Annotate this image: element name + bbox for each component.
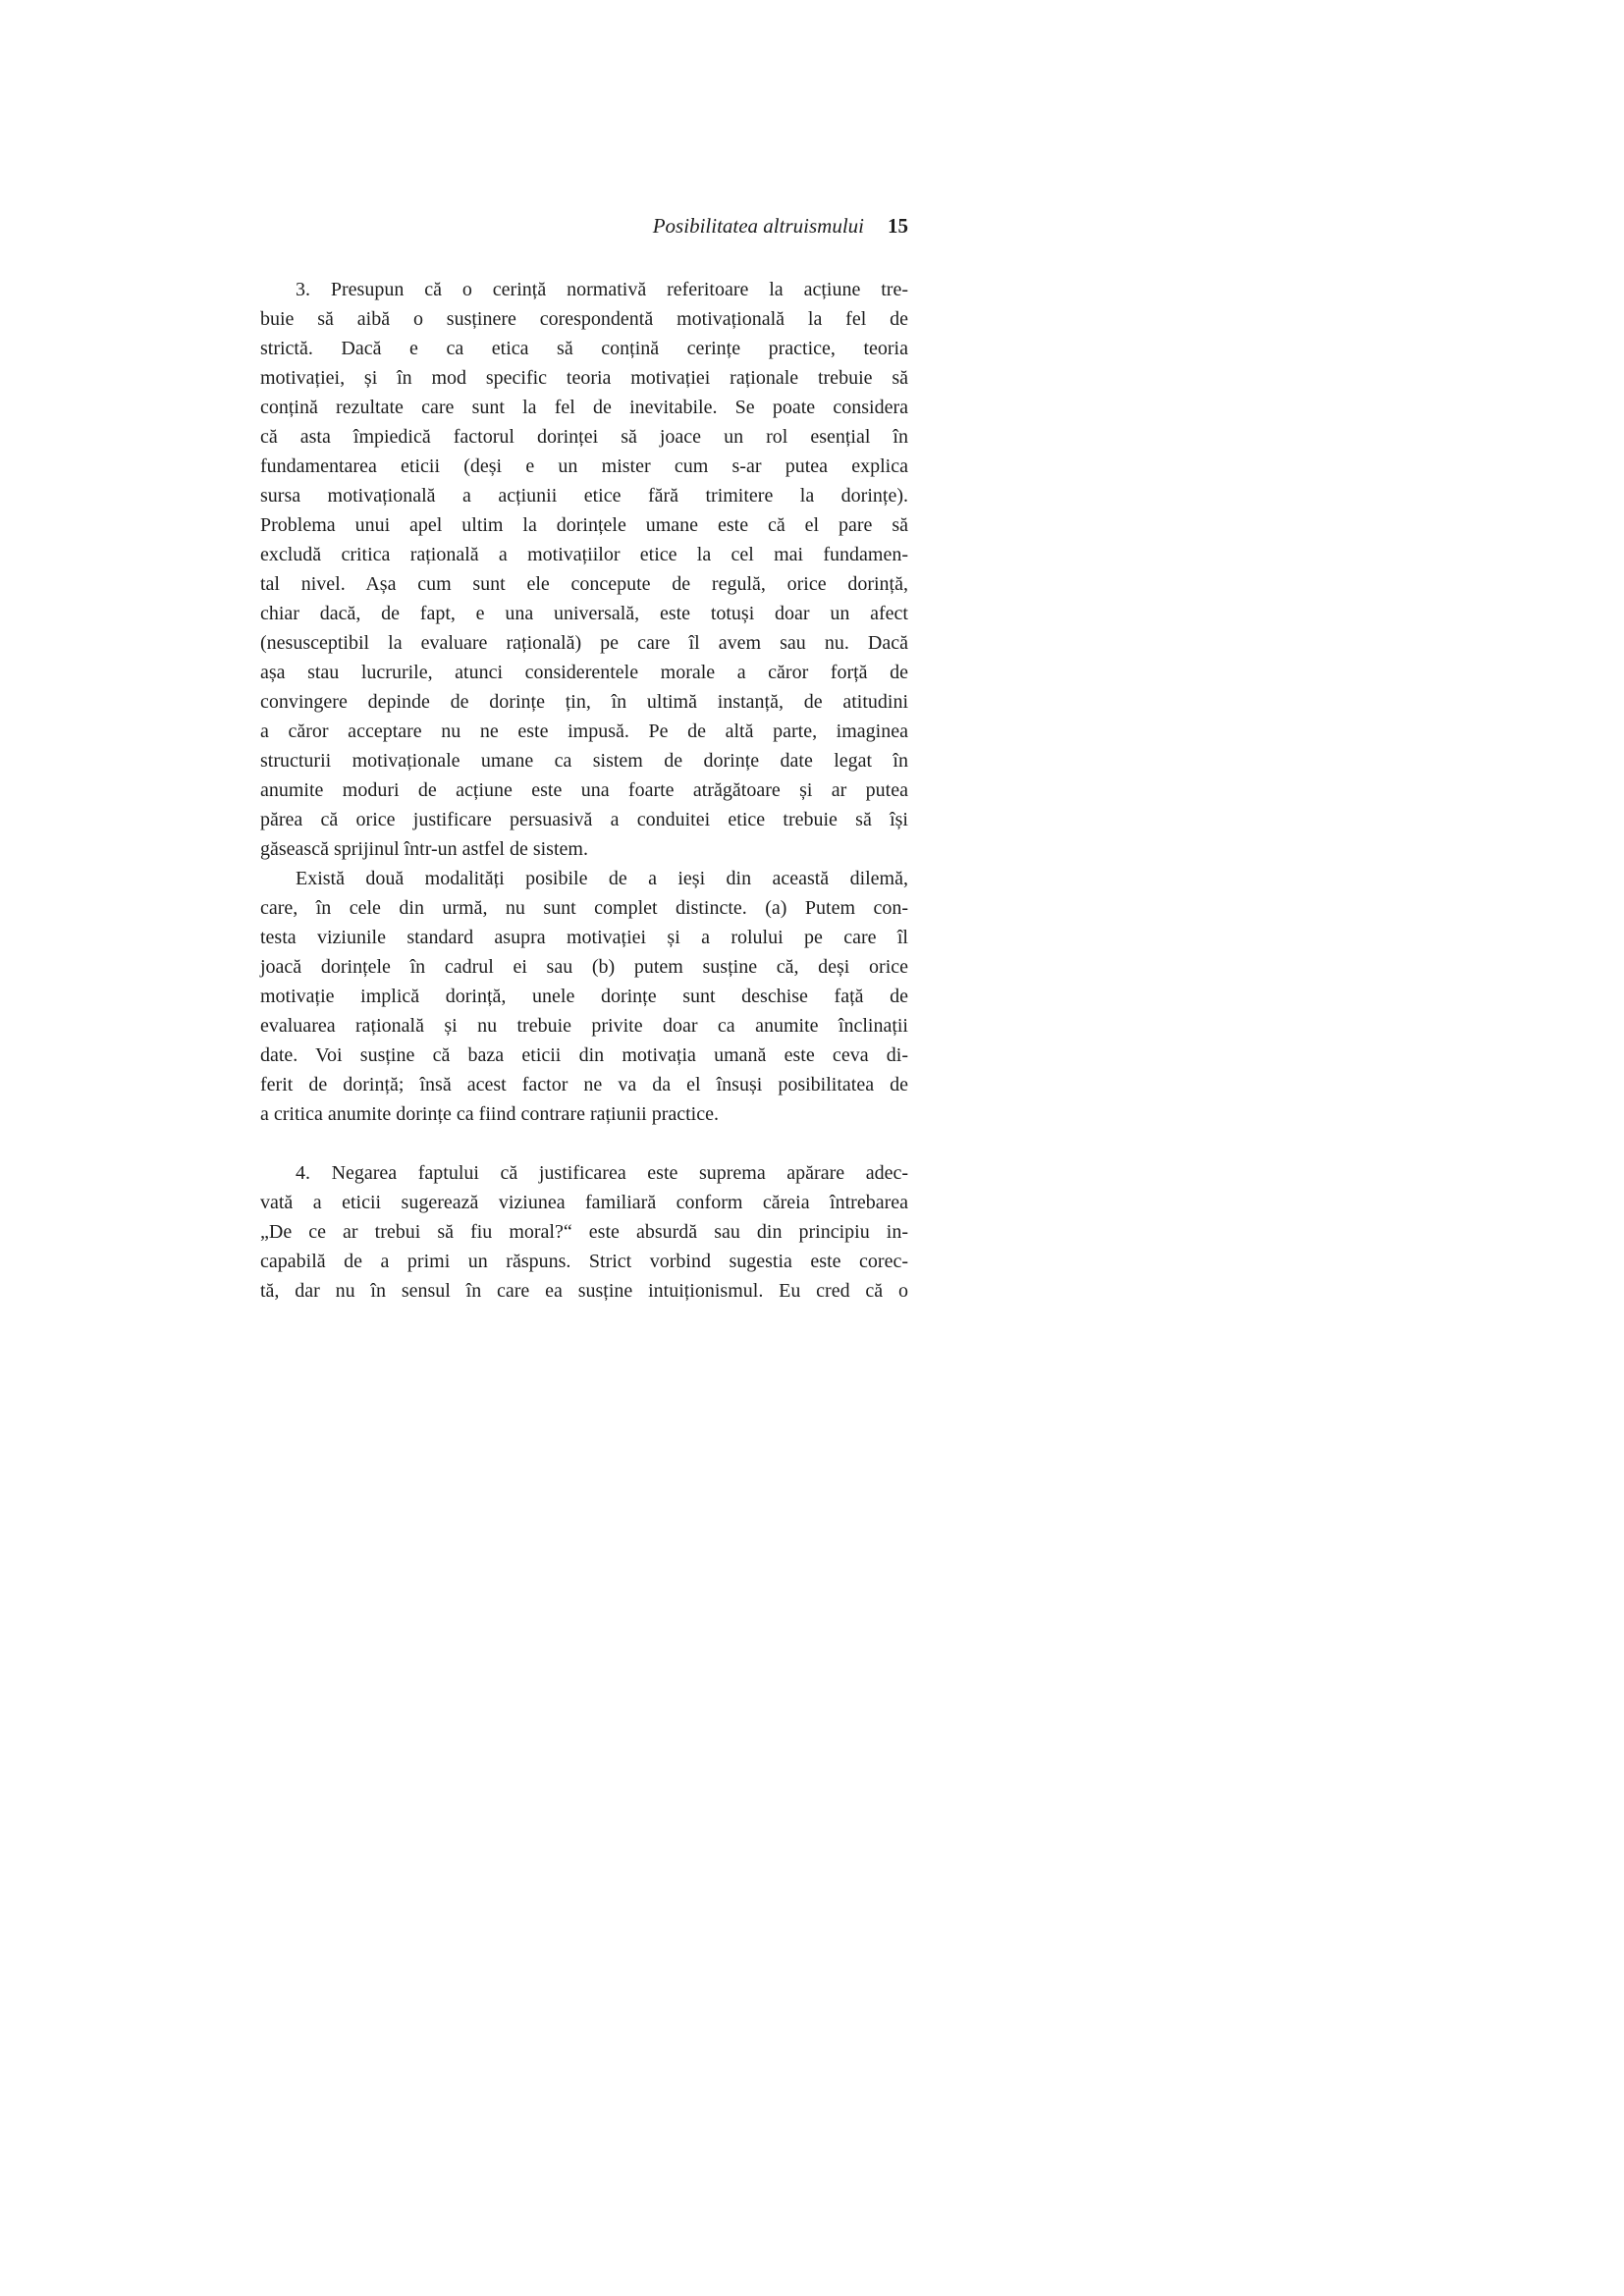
text-line: conțină rezultate care sunt la fel de inevitabile. Se poate considera: [260, 397, 908, 418]
text-line: Problema unui apel ultim la dorințele umane este că el pare să: [260, 514, 908, 536]
text-line: care, în cele din urmă, nu sunt complet distincte. (a) Putem con-: [260, 897, 908, 919]
text-line: anumite moduri de acțiune este una foarte atrăgătoare și ar putea: [260, 779, 908, 801]
text-line: părea că orice justificare persuasivă a conduitei etice trebuie să își: [260, 809, 908, 830]
text-line: structurii motivaționale umane ca sistem de dorințe date legat în: [260, 750, 908, 772]
text-line: 3. Presupun că o cerință normativă referitoare la acțiune tre-: [296, 279, 908, 300]
text-line: vată a eticii sugerează viziunea familiară conform căreia întrebarea: [260, 1192, 908, 1213]
text-line: așa stau lucrurile, atunci considerentele morale a căror forță de: [260, 662, 908, 683]
text-line: (nesusceptibil la evaluare rațională) pe care îl avem sau nu. Dacă: [260, 632, 908, 654]
text-line: tă, dar nu în sensul în care ea susține intuiționismul. Eu cred că o: [260, 1280, 908, 1302]
text-line: motivației, și în mod specific teoria motivației raționale trebuie să: [260, 367, 908, 389]
paragraph: [260, 864, 908, 1129]
text-line: 4. Negarea faptului că justificarea este suprema apărare adec-: [296, 1162, 908, 1184]
paragraphs-container: [260, 275, 908, 1306]
text-line: „De ce ar trebui să fiu moral?“ este absurdă sau din principiu in-: [260, 1221, 908, 1243]
text-line: excludă critica rațională a motivațiilor etice la cel mai fundamen-: [260, 544, 908, 565]
text-line: strictă. Dacă e ca etica să conțină cerințe practice, teoria: [260, 338, 908, 359]
text-line: capabilă de a primi un răspuns. Strict vorbind sugestia este corec-: [260, 1251, 908, 1272]
running-header-title: Posibilitatea altruismului: [652, 214, 864, 238]
paragraph: [260, 1158, 908, 1306]
text-block: [260, 212, 908, 1306]
text-line: buie să aibă o susținere corespondentă motivațională la fel de: [260, 308, 908, 330]
text-line: tal nivel. Așa cum sunt ele concepute de regulă, orice dorință,: [260, 573, 908, 595]
page-number: 15: [888, 214, 908, 238]
paragraph: [260, 275, 908, 864]
text-line: motivație implică dorință, unele dorințe sunt deschise față de: [260, 986, 908, 1007]
text-line: a căror acceptare nu ne este impusă. Pe de altă parte, imaginea: [260, 721, 908, 742]
text-line: fundamentarea eticii (deși e un mister cum s-ar putea explica: [260, 455, 908, 477]
text-line: joacă dorințele în cadrul ei sau (b) putem susține că, deși orice: [260, 956, 908, 978]
text-line: evaluarea rațională și nu trebuie privite doar ca anumite înclinații: [260, 1015, 908, 1037]
text-line: Există două modalități posibile de a ieși din această dilemă,: [296, 868, 908, 889]
text-line: că asta împiedică factorul dorinței să joace un rol esențial în: [260, 426, 908, 448]
text-line: găsească sprijinul într-un astfel de sistem.: [260, 838, 588, 860]
text-line: ferit de dorință; însă acest factor ne va da el însuși posibilitatea de: [260, 1074, 908, 1095]
text-line: convingere depinde de dorințe țin, în ultimă instanță, de atitudini: [260, 691, 908, 713]
text-line: chiar dacă, de fapt, e una universală, este totuși doar un afect: [260, 603, 908, 624]
running-header: [260, 212, 908, 240]
text-line: testa viziunile standard asupra motivației și a rolului pe care îl: [260, 927, 908, 948]
text-line: sursa motivațională a acțiunii etice fără trimitere la dorințe).: [260, 485, 908, 507]
text-line: a critica anumite dorințe ca fiind contrare rațiunii practice.: [260, 1103, 719, 1125]
text-line: date. Voi susține că baza eticii din motivația umană este ceva di-: [260, 1044, 908, 1066]
